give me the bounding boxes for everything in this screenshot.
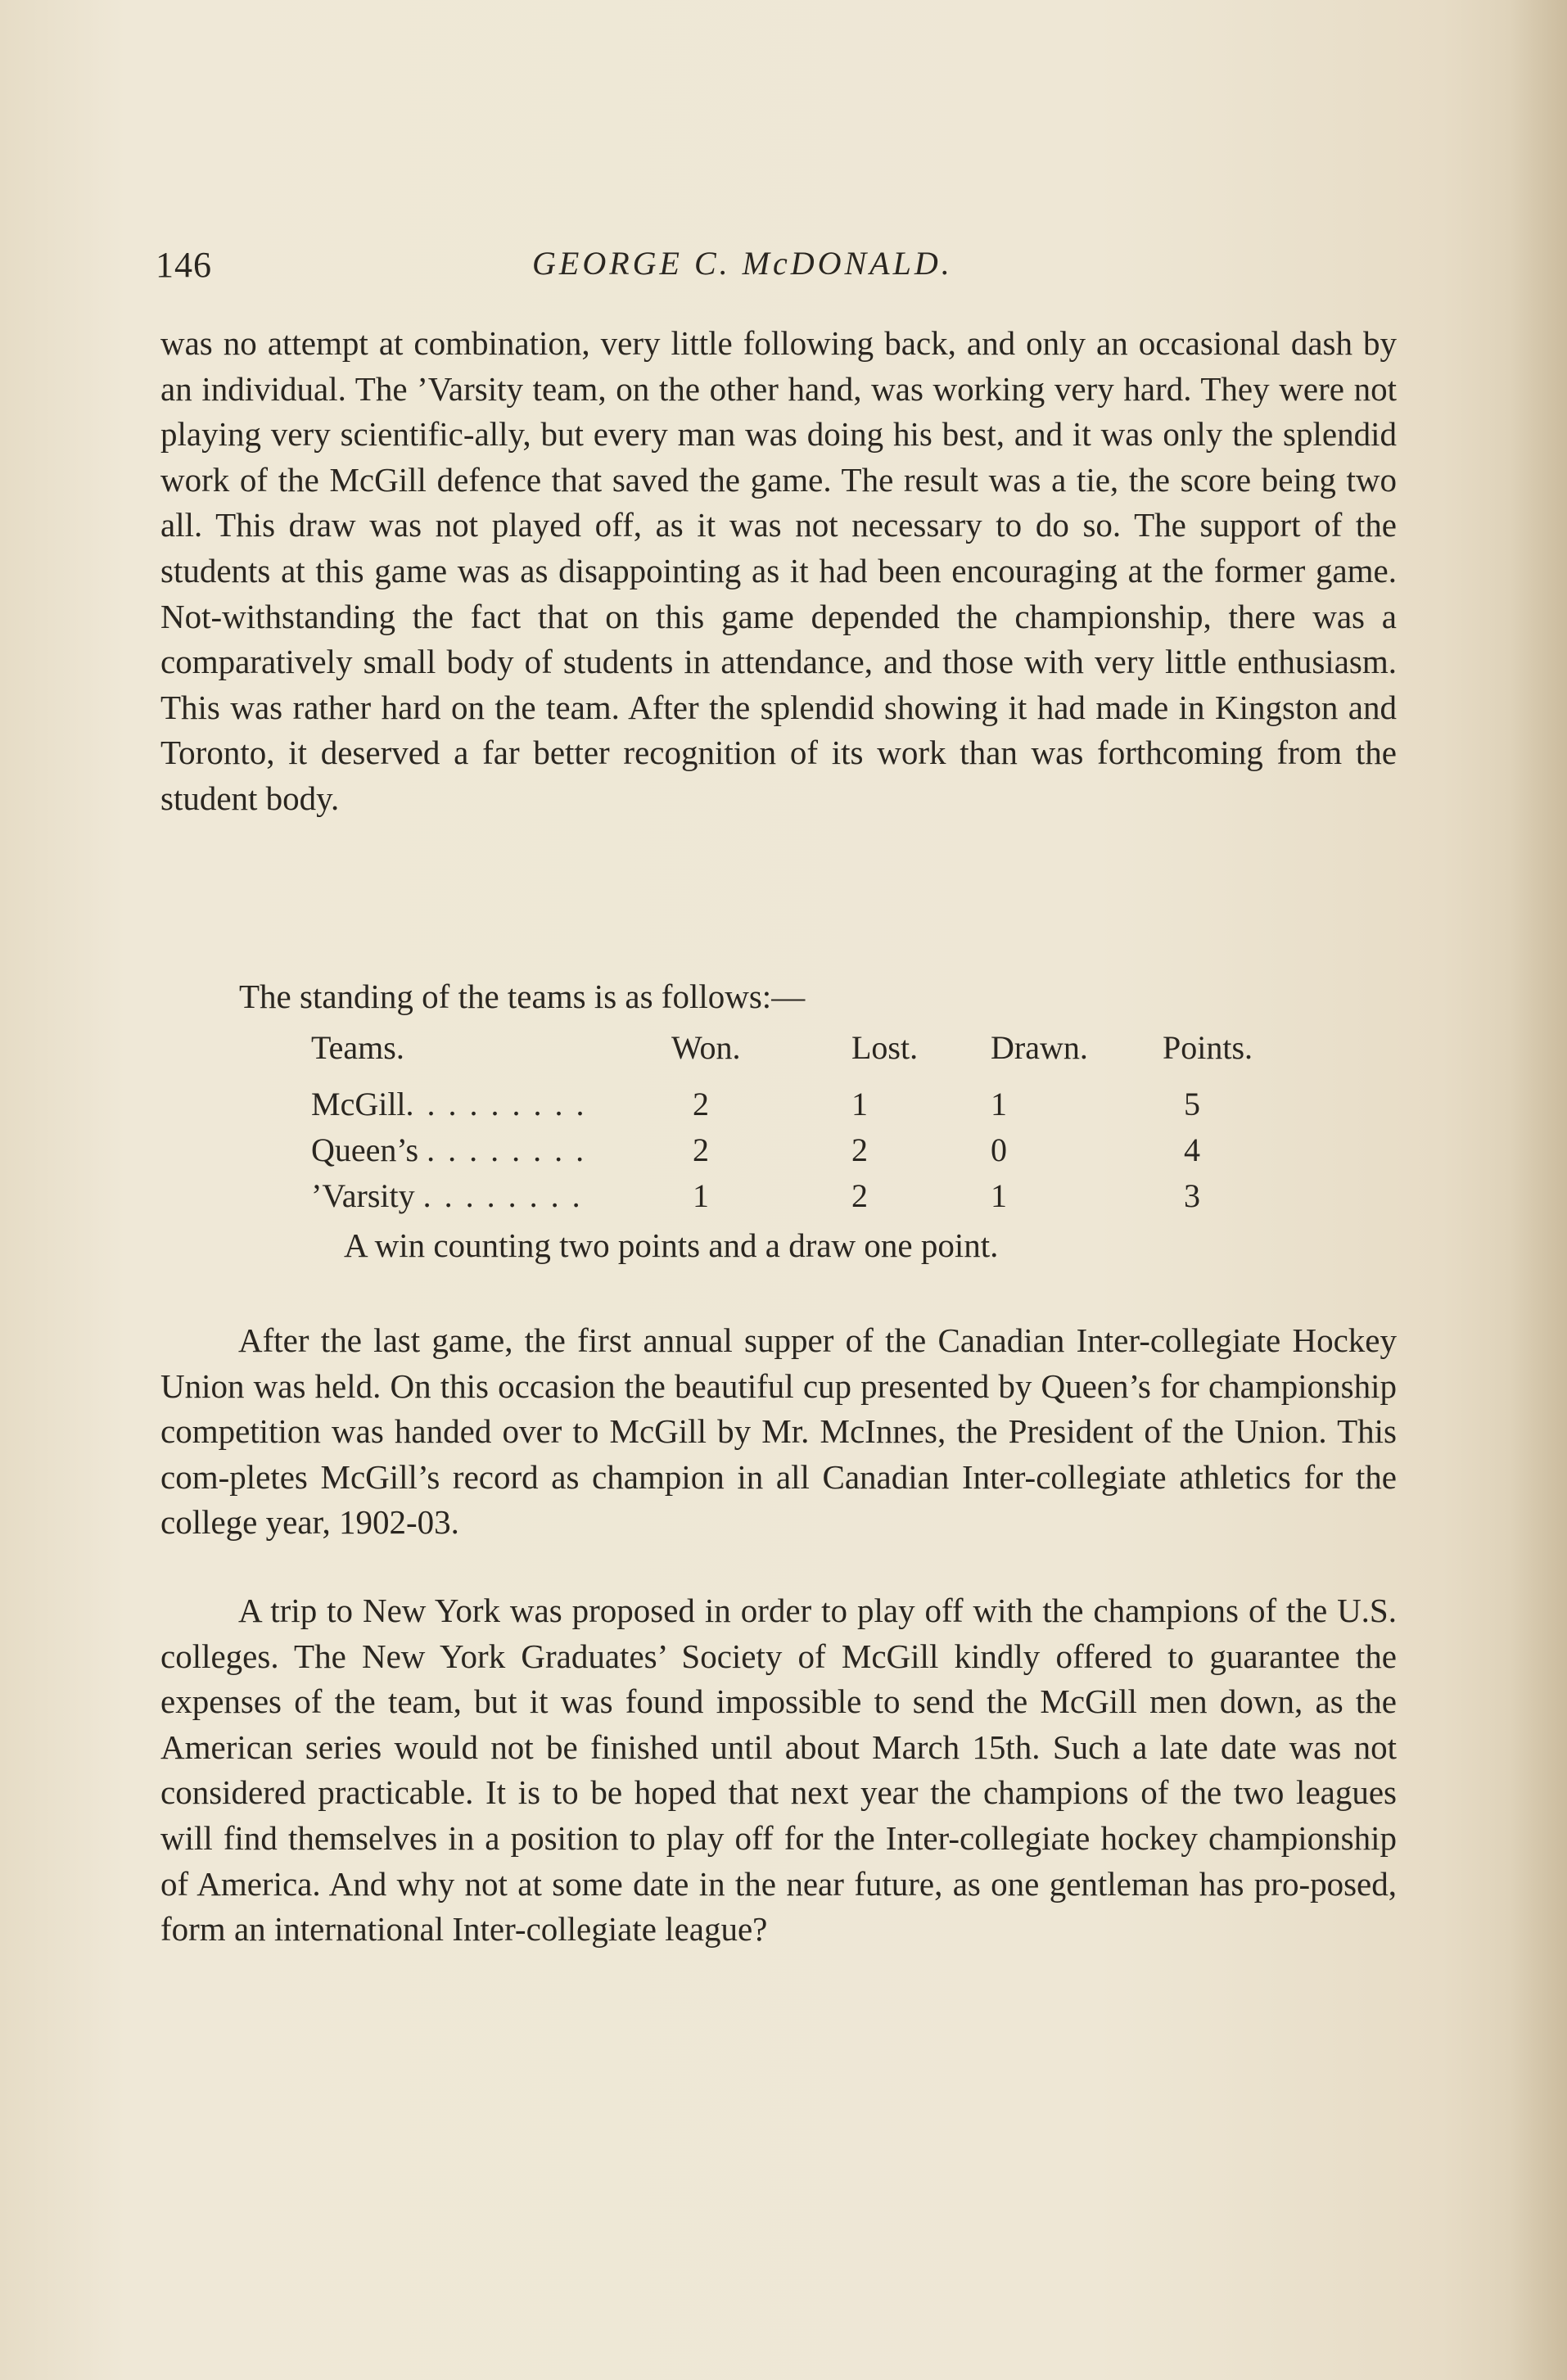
header-drawn: Drawn. (991, 1028, 1088, 1066)
table-row (311, 1172, 1285, 1218)
lost-cell: 1 (851, 1085, 868, 1122)
team-name: Queen’s (311, 1131, 419, 1168)
lost-cell: 2 (851, 1131, 868, 1168)
paragraph-1-text: was no attempt at combination, very little following back, and only an occasional dash by an individual. The ’Varsity team, on the other hand, was working very hard. They were not playing very scientific-ally, but every man was doing his best, and it was only the splendid work of the McGill defence that saved the game. The result was a tie, the score being two all. This draw was not played off, as it was not necessary to do so. The support of the students at this game was as disappointing as it had been encouraging at the former game. Not-withstanding the fact that on this game depended the championship, there was a comparatively small body of students in attendance, and those with very little enthusiasm. This was rather hard on the team. After the splendid showing it had made in Kingston and Toronto, it deserved a far better recognition of its work than was forthcoming from the student body. (160, 324, 1397, 817)
paragraph-3-text: A trip to New York was proposed in order to play off with the champions of the U.S. colleges. The New York Graduates’ Society of McGill kindly offered to guarantee the expenses of the team, but it was found impossible to send the McGill men down, as the American series would not be finished until about March 15th. Such a late date was not considered practicable. It is to be hoped that next year the champions of the two leagues will find themselves in a position to play off for the Inter-collegiate hockey championship of America. And why not at some date in the near future, as one gentleman has pro-posed, form an international Inter-collegiate league? (160, 1592, 1397, 1949)
page-header (156, 244, 1408, 293)
paragraph-3 (160, 1588, 1397, 1953)
won-cell: 2 (693, 1131, 709, 1168)
standings-table (311, 1025, 1285, 1218)
leader-dots: . . . . . . . . . (405, 1085, 587, 1122)
points-cell: 4 (1184, 1131, 1200, 1168)
paragraph-2-text: After the last game, the first annual supper of the Canadian Inter-collegiate Hockey Union was held. On this occasion the beautiful cup presented by Queen’s for championship competition was handed over to McGill by Mr. McInnes, the President of the Union. This com-pletes McGill’s record as champion in all Canadian Inter-collegiate athletics for the college year, 1902-03. (160, 1321, 1397, 1542)
team-cell (311, 1081, 671, 1127)
paragraph-1 (160, 321, 1397, 822)
won-cell: 1 (693, 1176, 709, 1214)
standing-intro: The standing of the teams is as follows:— (239, 978, 806, 1015)
team-cell (311, 1127, 671, 1172)
points-cell: 3 (1184, 1176, 1200, 1214)
page-number: 146 (156, 245, 212, 285)
won-cell: 2 (693, 1085, 709, 1122)
page-edge-shadow (1510, 0, 1567, 2380)
table-row (311, 1081, 1285, 1127)
leader-dots: . . . . . . . . (427, 1131, 587, 1168)
leader-dots: . . . . . . . . (422, 1176, 583, 1214)
team-cell (311, 1172, 671, 1218)
header-won: Won. (671, 1028, 741, 1066)
header-teams: Teams. (311, 1028, 404, 1066)
drawn-cell: 1 (991, 1176, 1007, 1214)
standings-header-row (311, 1025, 1285, 1081)
paragraph-2 (160, 1318, 1397, 1546)
lost-cell: 2 (851, 1176, 868, 1214)
running-head: GEORGE C. McDONALD. (532, 245, 953, 282)
team-name: McGill (311, 1085, 406, 1122)
scoring-note: A win counting two points and a draw one point. (344, 1226, 999, 1264)
header-points: Points. (1163, 1028, 1253, 1066)
header-lost: Lost. (851, 1028, 919, 1066)
team-name: ’Varsity (311, 1176, 415, 1214)
drawn-cell: 0 (991, 1131, 1007, 1168)
drawn-cell: 1 (991, 1085, 1007, 1122)
points-cell: 5 (1184, 1085, 1200, 1122)
table-row (311, 1127, 1285, 1172)
